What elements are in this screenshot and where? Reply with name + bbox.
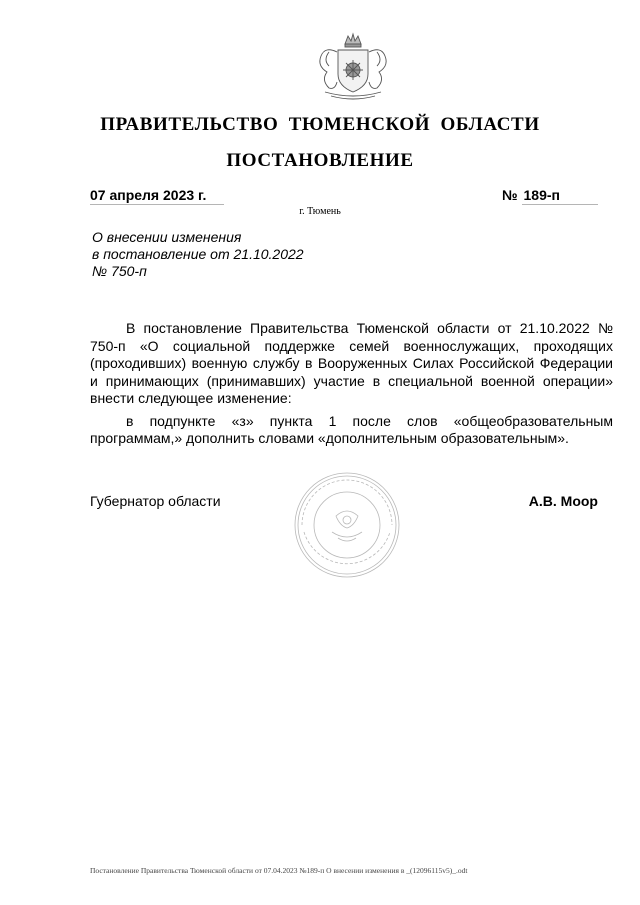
document-body xyxy=(90,320,613,453)
document-date: 07 апреля 2023 г. xyxy=(90,187,224,205)
body-paragraph: в подпункте «з» пункта 1 после слов «общеобразовательным программам,» дополнить словами «дополнительным образовательным». xyxy=(90,412,613,446)
document-footer: Постановление Правительства Тюменской области от 07.04.2023 №189-п О внесении изменения в _(12096115v5)_.odt xyxy=(90,866,468,875)
signer-name: А.В. Моор xyxy=(528,493,598,509)
city-label: г. Тюмень xyxy=(299,206,341,217)
subject-line: О внесении изменения xyxy=(92,229,242,245)
signer-position: Губернатор области xyxy=(90,493,221,509)
subject-line: в постановление от 21.10.2022 xyxy=(92,246,304,262)
document-type-title: ПОСТАНОВЛЕНИЕ xyxy=(226,150,414,171)
subject-line: № 750-п xyxy=(92,263,147,279)
number-sign: № xyxy=(502,187,518,203)
document-subject xyxy=(92,229,304,280)
number-value: 189-п xyxy=(522,187,598,205)
body-paragraph: В постановление Правительства Тюменской области от 21.10.2022 № 750-п «О социальной поддержке семей военнослужащих, проходящих (проходивших) военную службу в Вооруженных Силах Российской Федерации и принимающих (принимавших) участие в специальной военной операции» внести следующее изменение: xyxy=(90,320,613,406)
government-title: ПРАВИТЕЛЬСТВО ТЮМЕНСКОЙ ОБЛАСТИ xyxy=(100,114,540,135)
coat-of-arms-icon xyxy=(307,30,399,102)
seal-stamp-icon xyxy=(292,470,402,580)
document-number xyxy=(502,187,598,205)
